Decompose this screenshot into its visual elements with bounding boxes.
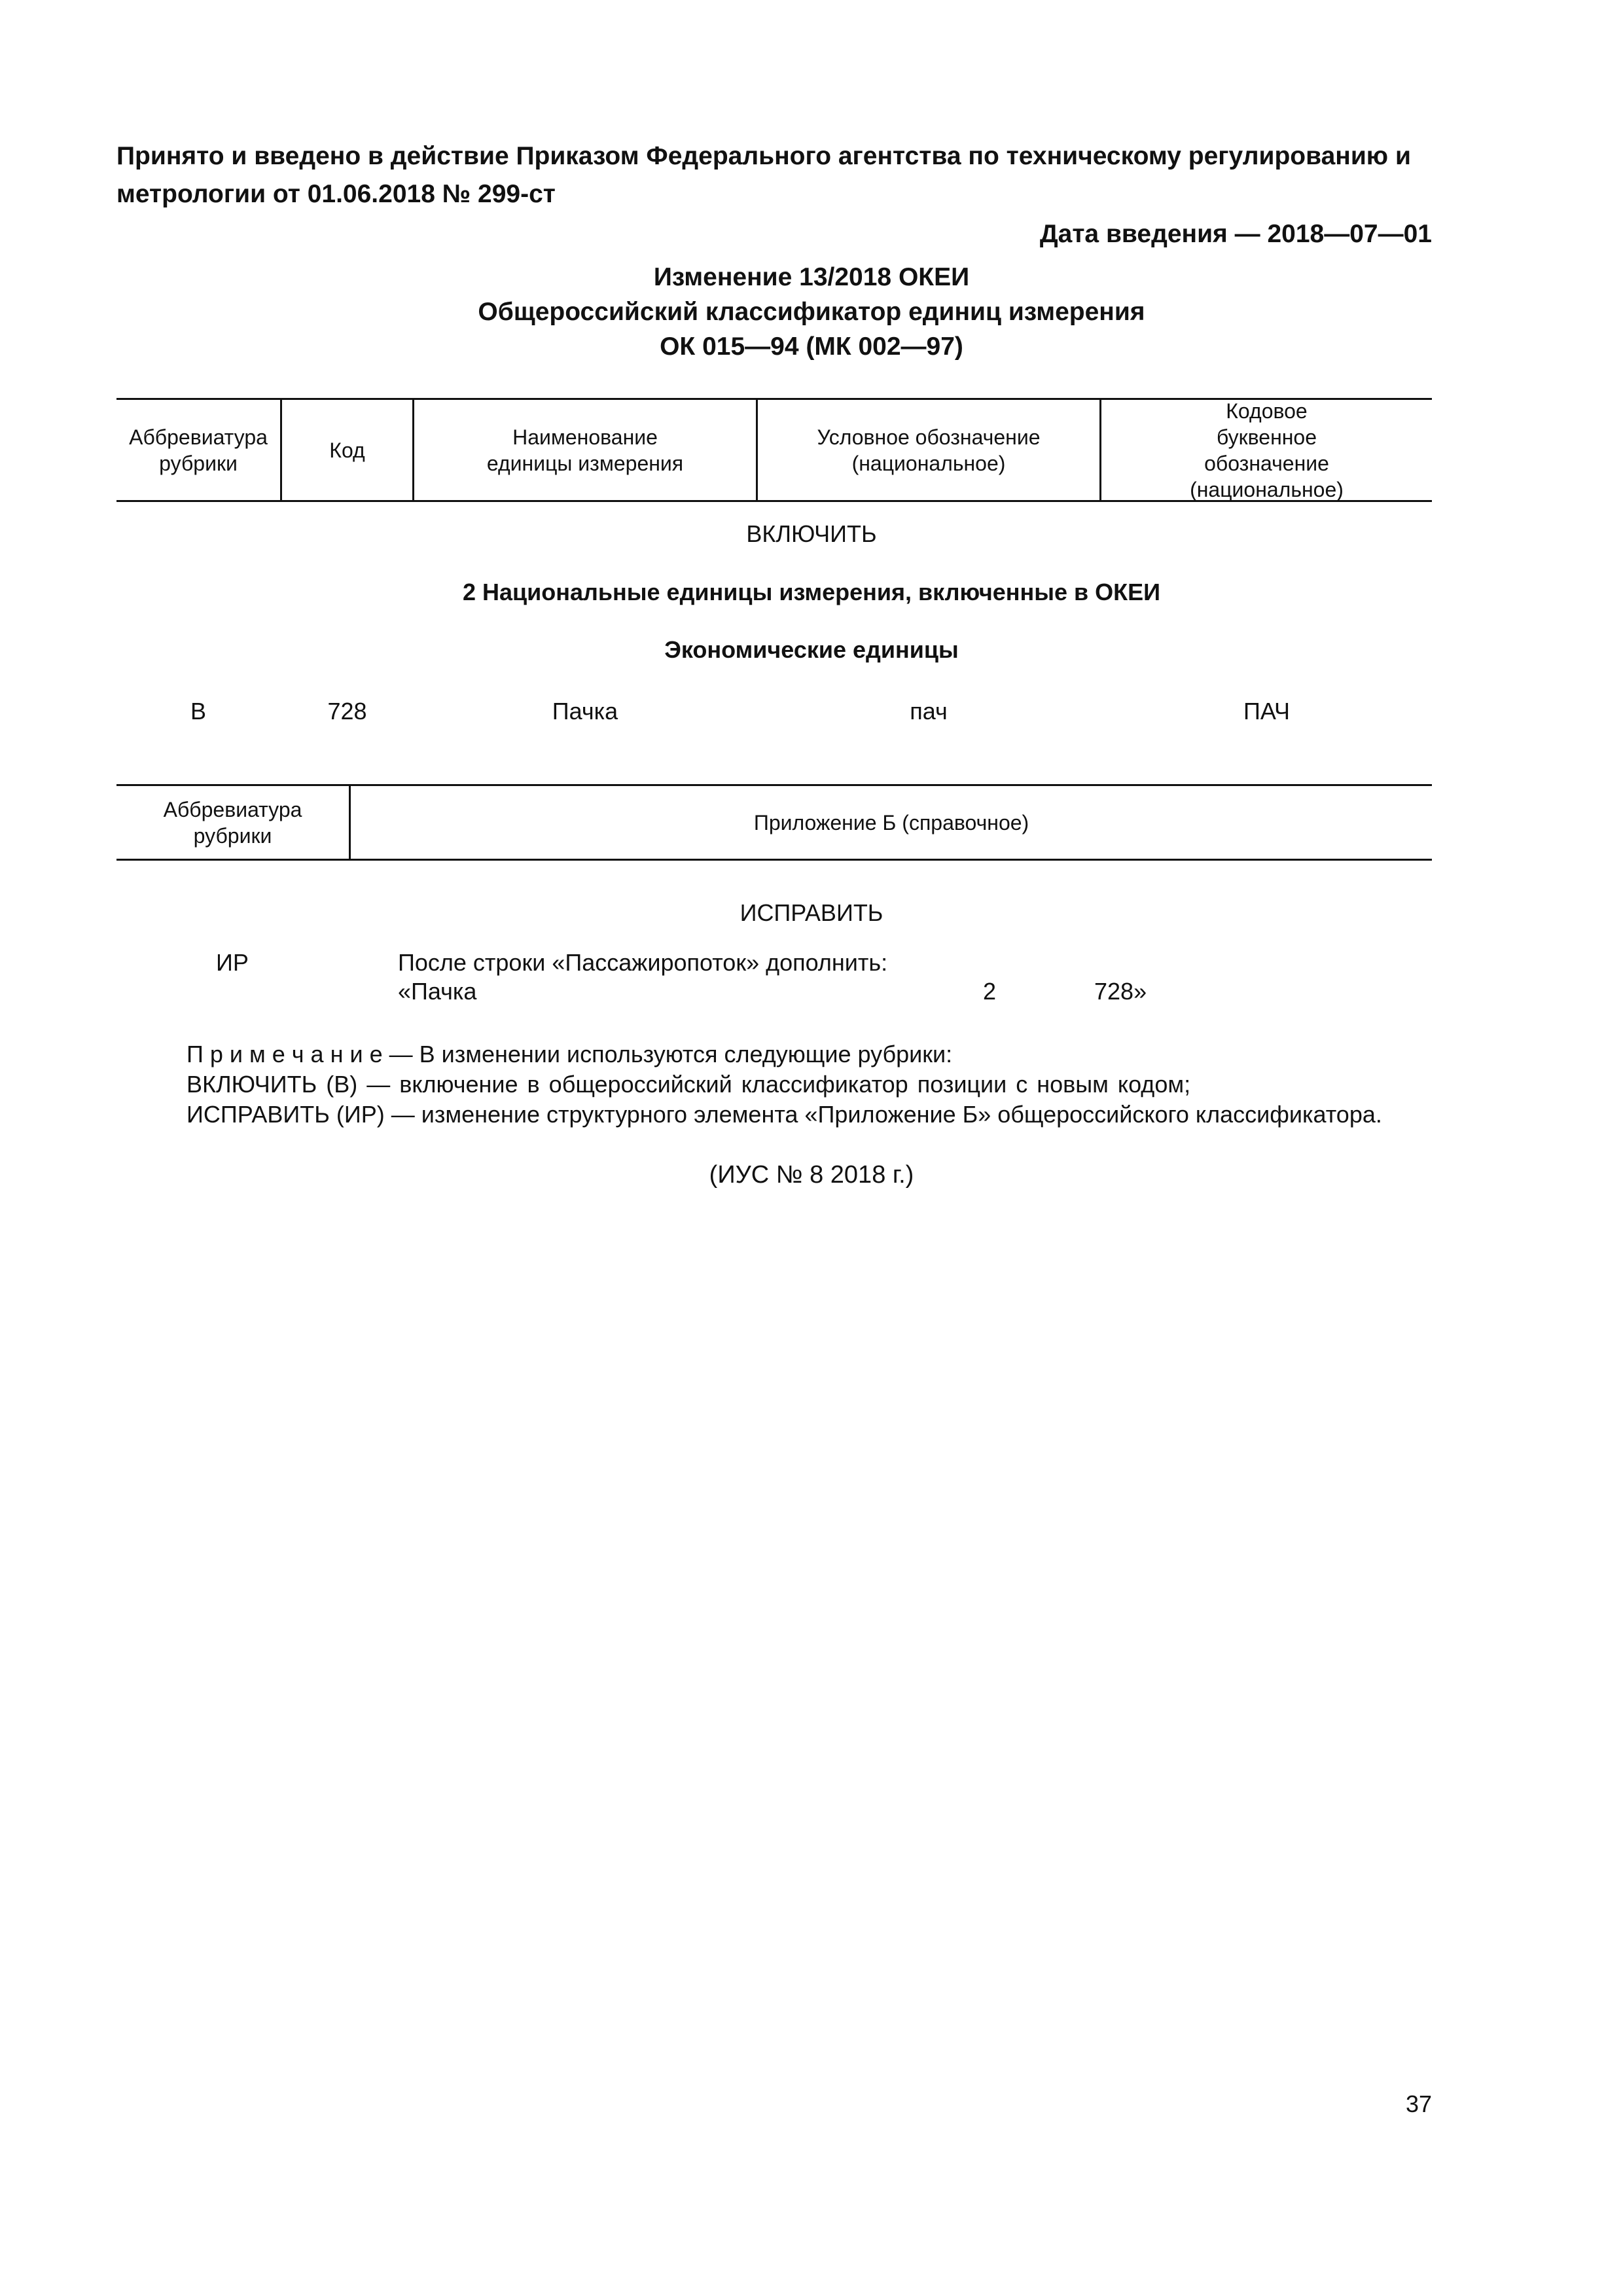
amendment-title: Изменение 13/2018 ОКЕИ xyxy=(653,263,970,291)
row-item-number: 2 xyxy=(983,978,997,1005)
classifier-code: ОК 015—94 (МК 002—97) xyxy=(660,332,963,361)
row-abbreviation: ИР xyxy=(216,949,249,976)
section-subheading: 2 Национальные единицы измерения, включенные в ОКЕИ xyxy=(462,579,1160,605)
classifier-title: Общероссийский классификатор единиц измерения xyxy=(478,298,1145,326)
header-code: Код xyxy=(329,438,365,462)
row-item-name: «Пачка xyxy=(398,978,477,1005)
row-symbol: пач xyxy=(910,698,948,725)
table2-header-bottom-rule xyxy=(116,859,1432,861)
header-abbreviation: Аббревиатура рубрики xyxy=(129,425,268,475)
row-code: 728 xyxy=(327,698,367,725)
section-include-heading: ВКЛЮЧИТЬ xyxy=(746,520,877,547)
page-number: 37 xyxy=(1405,2090,1432,2117)
table2-header-abbreviation: Аббревиатура рубрики xyxy=(163,797,302,848)
group-heading: Экономические единицы xyxy=(664,636,959,663)
source-reference: (ИУС № 8 2018 г.) xyxy=(709,1161,914,1189)
header-symbol: Условное обозначение (национальное) xyxy=(817,425,1041,475)
row-instruction: После строки «Пассажиропоток» дополнить: xyxy=(398,949,888,976)
header-unit-name: Наименование единицы измерения xyxy=(486,425,684,475)
table2-header-appendix: Приложение Б (справочное) xyxy=(753,810,1029,834)
introduction-date: Дата введения — 2018—07—01 xyxy=(1039,220,1432,248)
note-line: ВКЛЮЧИТЬ (В) — включение в общероссийский классификатор позиции с новым кодом; xyxy=(187,1071,1191,1098)
header-letter-code: Кодовое буквенное обозначение (национальное) xyxy=(1190,399,1344,501)
row-letter-code: ПАЧ xyxy=(1243,698,1291,725)
note-line: ИСПРАВИТЬ (ИР) — изменение структурного элемента «Приложение Б» общероссийского классификатора. xyxy=(187,1101,1382,1128)
note-line: П р и м е ч а н и е — В изменении используются следующие рубрики: xyxy=(187,1041,953,1067)
row-abbreviation: В xyxy=(190,698,206,725)
row-item-code: 728» xyxy=(1094,978,1147,1005)
section-correct-heading: ИСПРАВИТЬ xyxy=(740,899,883,926)
row-unit-name: Пачка xyxy=(552,698,618,725)
adoption-statement: Принято и введено в действие Приказом Федерального агентства по техническому регулированию и метрологии от 01.06.2018 № 299-ст xyxy=(116,142,1411,208)
